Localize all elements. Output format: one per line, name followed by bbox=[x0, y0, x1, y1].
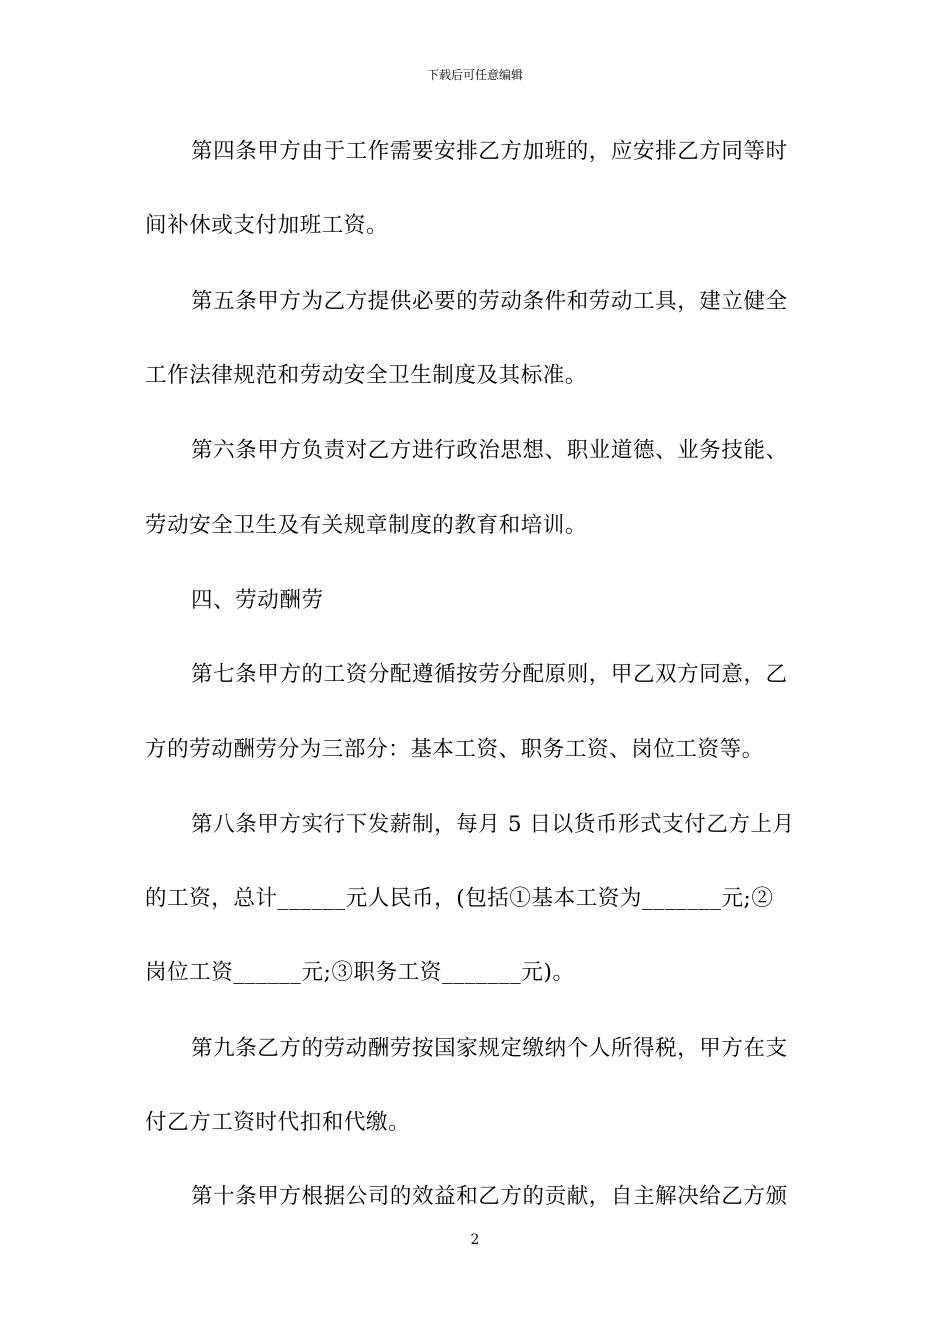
paragraph-line: 第六条甲方负责对乙方进行政治思想、职业道德、业务技能、 bbox=[191, 438, 788, 463]
paragraph-line: 方的劳动酬劳分为三部分：基本工资、职务工资、岗位工资等。 bbox=[145, 737, 764, 762]
page-header: 下载后可任意编辑 bbox=[426, 68, 523, 82]
paragraph-line: 的工资，总计______元人民币，(包括①基本工资为_______元;② bbox=[145, 886, 774, 911]
paragraph-line: 第四条甲方由于工作需要安排乙方加班的，应安排乙方同等时 bbox=[191, 139, 788, 164]
paragraph-line: 第九条乙方的劳动酬劳按国家规定缴纳个人所得税，甲方在支 bbox=[191, 1036, 788, 1061]
paragraph-line: 第八条甲方实行下发薪制，每月 5 日以货币形式支付乙方上月 bbox=[191, 812, 795, 837]
paragraph-line: 工作法律规范和劳动安全卫生制度及其标准。 bbox=[145, 363, 588, 388]
paragraph-line: 第七条甲方的工资分配遵循按劳分配原则，甲乙双方同意，乙 bbox=[191, 662, 788, 687]
paragraph-line: 岗位工资______元;③职务工资_______元)。 bbox=[145, 960, 575, 985]
paragraph-line: 第五条甲方为乙方提供必要的劳动条件和劳动工具，建立健全 bbox=[191, 289, 788, 314]
paragraph-line: 劳动安全卫生及有关规章制度的教育和培训。 bbox=[145, 513, 588, 538]
section-heading: 四、劳动酬劳 bbox=[191, 588, 324, 613]
paragraph-line: 第十条甲方根据公司的效益和乙方的贡献，自主解决给乙方颁 bbox=[191, 1184, 788, 1209]
paragraph-line: 间补休或支付加班工资。 bbox=[145, 213, 389, 238]
page-number: 2 bbox=[470, 1232, 480, 1248]
paragraph-line: 付乙方工资时代扣和代缴。 bbox=[145, 1110, 411, 1135]
